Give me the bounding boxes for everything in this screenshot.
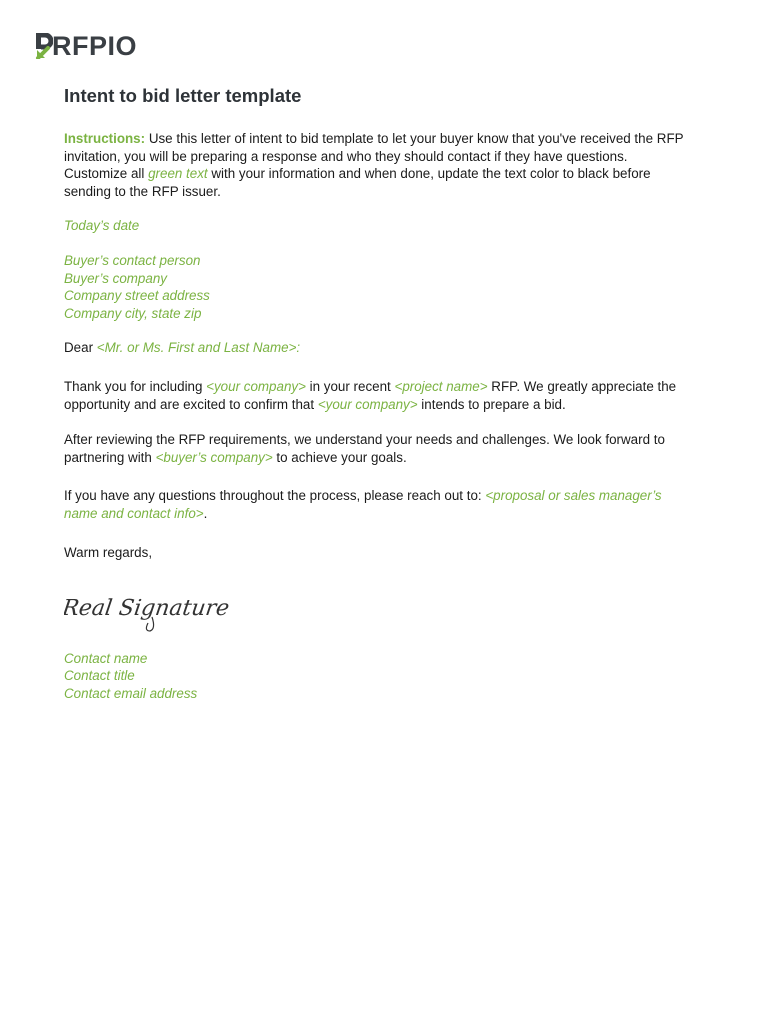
paragraph-questions <box>64 487 684 522</box>
buyer-street-address: Company street address <box>64 288 210 304</box>
buyer-contact-person: Buyer’s contact person <box>64 252 201 268</box>
rfpio-logo <box>35 32 137 60</box>
letter-body <box>64 84 684 702</box>
p2-text-2: to achieve your goals. <box>272 449 407 465</box>
p1-text-3: RFP. We greatly appreciate the opportunity and are excited to confirm that <box>64 378 677 412</box>
buyer-company: Buyer’s company <box>64 270 167 286</box>
paragraph-requirements <box>64 431 684 466</box>
instructions-text-1: Use this letter of intent to bid template to let your buyer know that you've received the RFP invitation, you will be preparing a response and who they should contact if they have questions. Customize all <box>64 131 684 182</box>
instructions-label: Instructions: <box>64 131 146 146</box>
p3-text-1: If you have any questions throughout the process, please reach out to: <box>64 488 486 504</box>
buyer-city-state-zip: Company city, state zip <box>64 305 202 321</box>
p3-text-2: . <box>203 505 208 521</box>
instructions-text-2: with your information and when done, update the text color to black before sending to the RFP issuer. <box>64 166 651 199</box>
signature-image <box>64 583 234 635</box>
signature-text: Real Signature <box>64 595 231 622</box>
logo-text: RFPIO <box>52 31 138 61</box>
closing: Warm regards, <box>64 544 153 560</box>
contact-title: Contact title <box>64 668 135 684</box>
salutation <box>64 339 684 357</box>
instructions-paragraph <box>64 130 684 200</box>
instructions-green-text: green text <box>148 166 208 182</box>
p1-text-1: Thank you for including <box>64 378 207 394</box>
paragraph-thank-you <box>64 378 684 413</box>
p2-text-1: After reviewing the RFP requirements, we understand your needs and challenges. We look forward to partnering with <box>64 432 665 465</box>
contact-block <box>64 650 684 703</box>
date-line: Today’s date <box>64 218 140 234</box>
salutation-dear: Dear <box>64 340 97 356</box>
p1-text-2: in your recent <box>305 378 395 394</box>
p1-project-name: <project name> <box>394 378 488 394</box>
p1-your-company-2: <your company> <box>317 396 418 412</box>
arrow-logo-icon <box>35 33 53 59</box>
p1-text-4: intends to prepare a bid. <box>417 396 566 412</box>
page-title: Intent to bid letter template <box>64 85 302 106</box>
salutation-name: <Mr. or Ms. First and Last Name>: <box>96 340 301 356</box>
p2-buyer-company: <buyer’s company> <box>155 449 273 465</box>
contact-email: Contact email address <box>64 685 198 701</box>
contact-name: Contact name <box>64 650 148 666</box>
p3-contact-info: <proposal or sales manager’s name and contact info> <box>64 488 662 521</box>
buyer-address-block <box>64 252 684 322</box>
p1-your-company-1: <your company> <box>206 378 306 394</box>
